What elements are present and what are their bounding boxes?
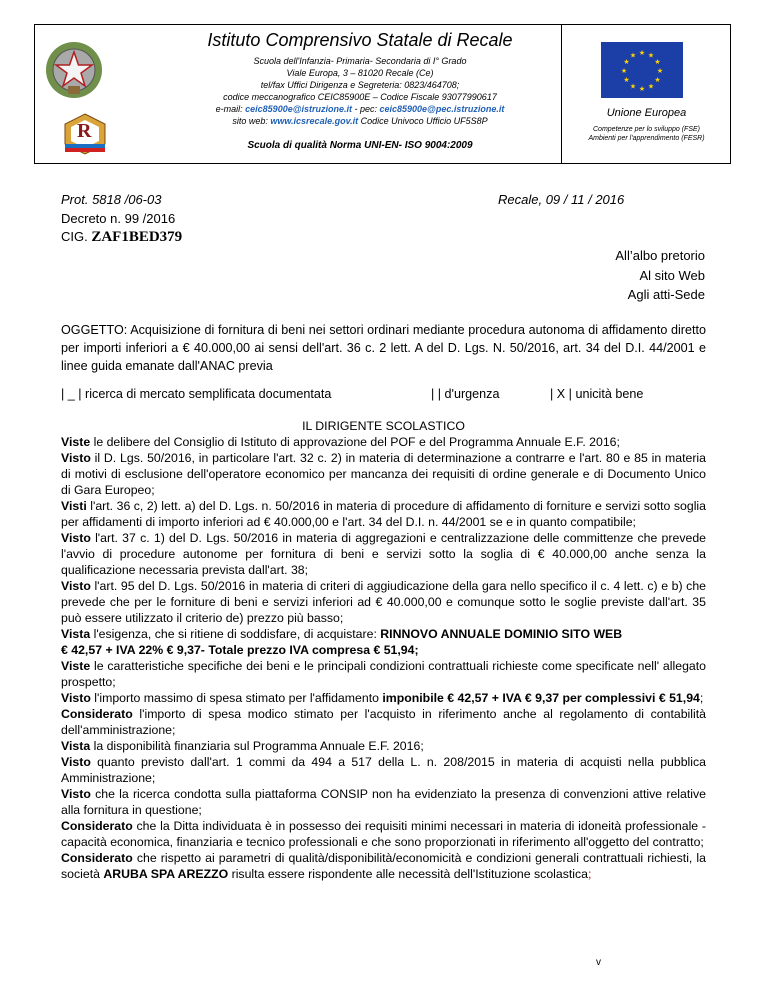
web-prefix: sito web:	[232, 116, 271, 126]
svg-text:★: ★	[647, 82, 655, 91]
eu-title: Unione Europea	[606, 107, 687, 119]
document-date: Recale, 09 / 11 / 2016	[498, 192, 625, 207]
para-visti-art36: Visti l'art. 36 c, 2) lett. a) del D. Lgs. n. 50/2016 in materia di procedure di affidamento di forniture e servizi sotto soglia per affidamenti di importo inferiori ad € 40.000,00 e l'art. 34 del D.I. n. 44/2001 se e in quanto compatibile;	[61, 499, 706, 529]
header-line-web	[150, 115, 570, 127]
email-prefix: e-mail:	[215, 104, 246, 114]
determination-body	[61, 418, 706, 882]
svg-text:★: ★	[647, 51, 655, 60]
para-visto-consip: Visto che la ricerca condotta sulla piattaforma CONSIP non ha evidenziato la presenza di convenzioni attive relative alla fornitura in questione;	[61, 787, 706, 817]
subject-paragraph: OGGETTO: Acquisizione di fornitura di beni nei settori ordinari mediante procedura autonoma di affidamento diretto per importi inferiori a € 40.000,00 ai sensi dell'art. 36 c. 2 lett. A del D. Lgs. N. 50/2016, art. 34 del D.I. 44/2001 e linee guida emanate dall'ANAC previa	[61, 323, 706, 373]
para-price-total: € 42,57 + IVA 22% € 9,37- Totale prezzo IVA compresa € 51,94;	[61, 643, 419, 657]
para-vista-esigenza: Vista l'esigenza, che si ritiene di soddisfare, di acquistare: RINNOVO ANNUALE DOMINIO SITO WEB	[61, 627, 623, 641]
quality-certification: Scuola di qualità Norma UNI-EN- ISO 9004:2009	[247, 140, 473, 151]
recipient-atti: Agli atti-Sede	[627, 287, 705, 302]
svg-text:★: ★	[654, 58, 661, 66]
para-visto-art37: Visto l'art. 37 c. 1) del D. Lgs. 50/2016 in materia di aggregazioni e centralizzazione delle committenze che prevede l'avvio di procedure autonome per fornitura di beni e servizi sotto la soglia di € 40.000,00 anche senza la qualificazione necessaria prevista dall'art. 38;	[61, 531, 706, 577]
cig-code: ZAF1BED379	[91, 229, 183, 245]
protocol-number: Prot. 5818 /06-03	[61, 192, 162, 207]
svg-text:★: ★	[629, 51, 637, 60]
recipient-albo: All’albo pretorio	[615, 248, 705, 263]
svg-text:★: ★	[623, 58, 630, 66]
svg-text:★: ★	[638, 49, 646, 57]
svg-text:★: ★	[620, 67, 628, 75]
page-mark: v	[596, 957, 601, 968]
eu-flag-icon	[601, 42, 683, 98]
website-link[interactable]: www.icsrecale.gov.it	[270, 116, 359, 126]
eu-sub-fesr: Ambienti per l'apprendimento (FESR)	[588, 135, 705, 142]
option-market-research: | _ | ricerca di mercato semplificata documentata	[61, 387, 332, 401]
office-code: Codice Univoco Ufficio UF5S8P	[358, 116, 488, 126]
option-urgency: | | d'urgenza	[431, 387, 500, 401]
para-considerato-ditta: Considerato che la Ditta individuata è in possesso dei requisiti minimi necessari in materia di idoneità professionale - capacità economica, finanziaria e tecnico professionali e che sono proporzionati in riferimento all'oggetto del contratto;	[61, 819, 706, 849]
svg-text:★: ★	[638, 85, 646, 93]
cig-line	[61, 229, 182, 246]
para-visto-dlgs: Visto il D. Lgs. 50/2016, in particolare l'art. 32 c. 2) in materia di determinazione a contrarre e l'art. 80 e 85 in materia di motivi di esclusione dell'operatore economico per mancanza dei requisiti di ordine generale e di Documento Unico di Gara Europeo;	[61, 451, 706, 497]
recipient-web: Al sito Web	[639, 268, 705, 283]
para-viste-caratteristiche: Viste le caratteristiche specifiche dei beni e le principali condizioni contrattuali richieste come specificate nell' allegato prospetto;	[61, 659, 706, 689]
header-line-address: Viale Europa, 3 – 81020 Recale (Ce)	[286, 68, 434, 78]
para-viste-delibere: Viste le delibere del Consiglio di Istituto di approvazione del POF e del Programma Annuale E.F. 2016;	[61, 435, 620, 449]
school-logo	[60, 112, 110, 156]
header-line-grades: Scuola dell'Infanzia- Primaria- Secondaria di I° Grado	[253, 56, 467, 66]
italian-republic-emblem-icon	[44, 40, 104, 100]
svg-text:★: ★	[629, 82, 637, 91]
para-considerato-spesa: Considerato l'importo di spesa modico stimato per l'acquisto in riferimento anche al regolamento di contabilità dell'amministrazione;	[61, 707, 706, 737]
school-logo-letter: R	[77, 120, 92, 142]
eu-sub-fse: Competenze per lo sviluppo (FSE)	[593, 126, 700, 133]
decree-number: Decreto n. 99 /2016	[61, 211, 176, 226]
para-visto-art95: Visto l'art. 95 del D. Lgs. 50/2016 in materia di criteri di aggiudicazione della gara nello specifico il c. 4 lett. c) e b) che prevede che per le forniture di beni e servizi inferiori ad € 40.000,00 e comunque sotto le soglie previste dall'art. 35 può essere utilizzato il criterio de) prezzo più basso;	[61, 579, 706, 625]
pec-link[interactable]: ceic85900e@pec.istruzione.it	[379, 104, 505, 114]
header-line-phone: tel/fax Uffici Dirigenza e Segreteria: 0823/464708;	[260, 80, 460, 90]
header-line-email	[150, 103, 570, 115]
email-link[interactable]: ceic85900e@istruzione.it	[245, 104, 352, 114]
svg-text:★: ★	[654, 76, 661, 84]
section-heading: IL DIRIGENTE SCOLASTICO	[302, 419, 465, 433]
pec-prefix: - pec:	[351, 104, 380, 114]
option-unique-good: | X | unicità bene	[550, 387, 644, 401]
para-visto-legge: Visto quanto previsto dall'art. 1 commi da 494 a 517 della L. n. 208/2015 in materia di acquisti nella pubblica Amministrazione;	[61, 755, 706, 785]
svg-text:★: ★	[623, 76, 630, 84]
para-considerato-aruba: Considerato che rispetto ai parametri di qualità/disponibilità/economicità e condizioni generali contrattuali richiesti, la società ARUBA SPA AREZZO risulta essere rispondente alle necessità dell'Istituzione scolastica;	[61, 851, 706, 881]
school-name: Istituto Comprensivo Statale di Recale	[207, 30, 513, 50]
para-visto-importo: Visto l'importo massimo di spesa stimato per l'affidamento imponibile € 42,57 + IVA € 9,37 per complessivi € 51,94;	[61, 691, 704, 705]
cig-label: CIG.	[61, 229, 92, 244]
svg-text:★: ★	[656, 67, 664, 75]
para-vista-disponibilita: Vista la disponibilità finanziaria sul Programma Annuale E.F. 2016;	[61, 739, 424, 753]
header-line-codes: codice meccanografico CEIC85900E – Codice Fiscale 93077990617	[223, 92, 497, 102]
